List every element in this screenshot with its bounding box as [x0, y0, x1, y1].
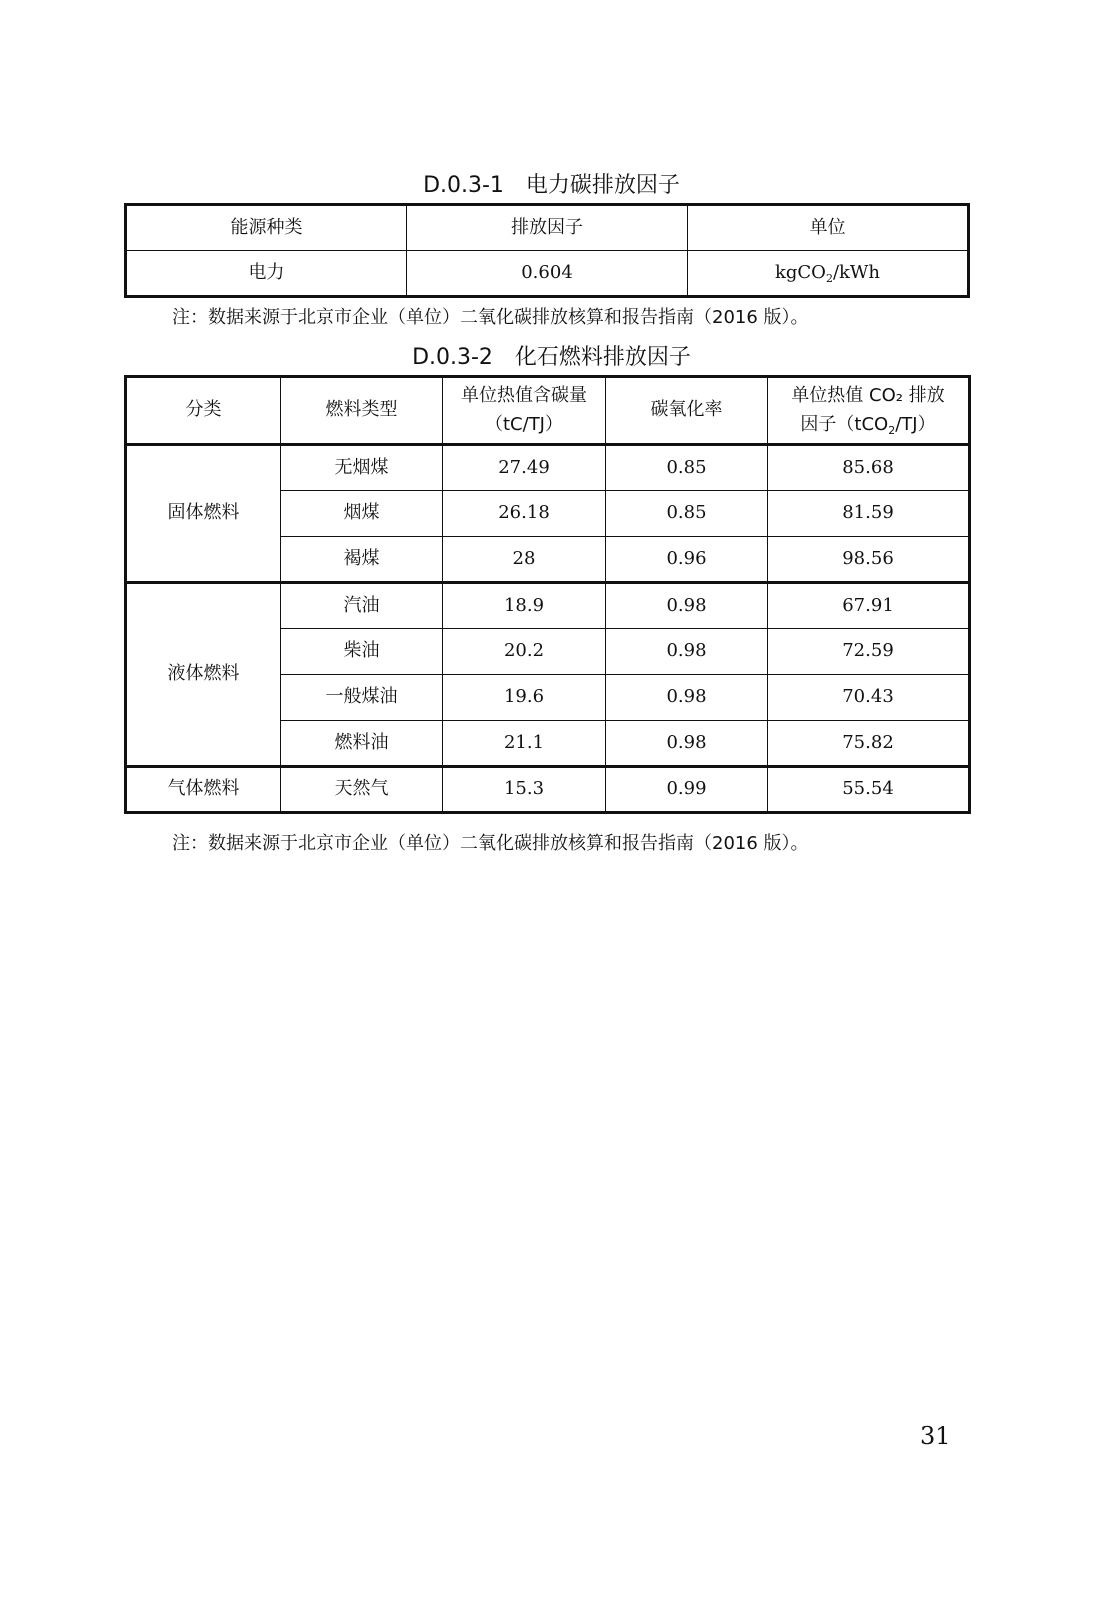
carbon-cell: 19.6 [443, 675, 606, 721]
carbon-cell: 15.3 [443, 767, 606, 813]
fossil-fuel-emission-table [124, 375, 971, 814]
unit-subscript: 2 [825, 271, 833, 285]
oxidation-cell: 0.99 [606, 767, 768, 813]
carbon-cell: 26.18 [443, 491, 606, 537]
ef-cell: 75.82 [768, 721, 970, 767]
ef-cell: 81.59 [768, 491, 970, 537]
carbon-cell: 21.1 [443, 721, 606, 767]
table-row [126, 445, 970, 491]
page-number: 31 [920, 1422, 951, 1450]
ef-cell: 70.43 [768, 675, 970, 721]
fuel-cell: 无烟煤 [281, 445, 443, 491]
ef-cell: 72.59 [768, 629, 970, 675]
table2-header-oxidation: 碳氧化率 [606, 377, 768, 445]
unit-suffix: /kWh [832, 261, 881, 283]
table2-header-row [126, 377, 970, 445]
ef-header-line2 [768, 411, 968, 440]
table1-cell-factor: 0.604 [407, 251, 688, 297]
table2-header-carbon [443, 377, 606, 445]
table1-note: 注：数据来源于北京市企业（单位）二氧化碳排放核算和报告指南（2016 版）。 [172, 307, 809, 328]
carbon-header-line1: 单位热值含碳量 [461, 384, 587, 406]
table2-caption-number: D.0.3-2 [412, 345, 493, 370]
carbon-cell: 20.2 [443, 629, 606, 675]
ef-cell: 67.91 [768, 583, 970, 629]
category-cell-solid: 固体燃料 [126, 445, 281, 583]
ef-header-subscript: 2 [888, 423, 896, 437]
fuel-cell: 一般煤油 [281, 675, 443, 721]
fuel-cell: 烟煤 [281, 491, 443, 537]
table1-header-energy: 能源种类 [126, 205, 407, 251]
table-row [126, 251, 969, 297]
category-cell-liquid: 液体燃料 [126, 583, 281, 767]
table2-note: 注：数据来源于北京市企业（单位）二氧化碳排放核算和报告指南（2016 版）。 [172, 833, 809, 854]
table1-cell-unit [688, 251, 969, 297]
fuel-cell: 褐煤 [281, 537, 443, 583]
fuel-cell: 柴油 [281, 629, 443, 675]
oxidation-cell: 0.98 [606, 721, 768, 767]
table1-cell-energy: 电力 [126, 251, 407, 297]
table2-header-category: 分类 [126, 377, 281, 445]
ef-cell: 85.68 [768, 445, 970, 491]
table1-caption-title: 电力碳排放因子 [525, 173, 680, 198]
category-cell-gas: 气体燃料 [126, 767, 281, 813]
ef-header-suffix: /TJ） [895, 413, 936, 435]
table1-header-unit: 单位 [688, 205, 969, 251]
carbon-header-line2: （tC/TJ） [485, 413, 563, 435]
oxidation-cell: 0.85 [606, 491, 768, 537]
table-row [126, 583, 970, 629]
table2-caption-title: 化石燃料排放因子 [514, 345, 691, 370]
oxidation-cell: 0.98 [606, 583, 768, 629]
table1-caption [0, 168, 1103, 199]
oxidation-cell: 0.98 [606, 675, 768, 721]
ef-cell: 55.54 [768, 767, 970, 813]
table2-caption [0, 340, 1103, 371]
fuel-cell: 汽油 [281, 583, 443, 629]
carbon-cell: 27.49 [443, 445, 606, 491]
carbon-cell: 18.9 [443, 583, 606, 629]
ef-header-prefix: 因子（tCO [800, 413, 889, 435]
fuel-cell: 天然气 [281, 767, 443, 813]
oxidation-cell: 0.98 [606, 629, 768, 675]
carbon-cell: 28 [443, 537, 606, 583]
table2-header-fuel: 燃料类型 [281, 377, 443, 445]
table1-header-row [126, 205, 969, 251]
table2-header-ef [768, 377, 970, 445]
electricity-emission-table [124, 203, 970, 298]
oxidation-cell: 0.96 [606, 537, 768, 583]
ef-header-line1: 单位热值 CO₂ 排放 [791, 384, 945, 406]
table1-caption-number: D.0.3-1 [423, 173, 504, 198]
fuel-cell: 燃料油 [281, 721, 443, 767]
oxidation-cell: 0.85 [606, 445, 768, 491]
table1-header-factor: 排放因子 [407, 205, 688, 251]
ef-cell: 98.56 [768, 537, 970, 583]
unit-prefix: kgCO [774, 261, 826, 283]
table-row [126, 767, 970, 813]
